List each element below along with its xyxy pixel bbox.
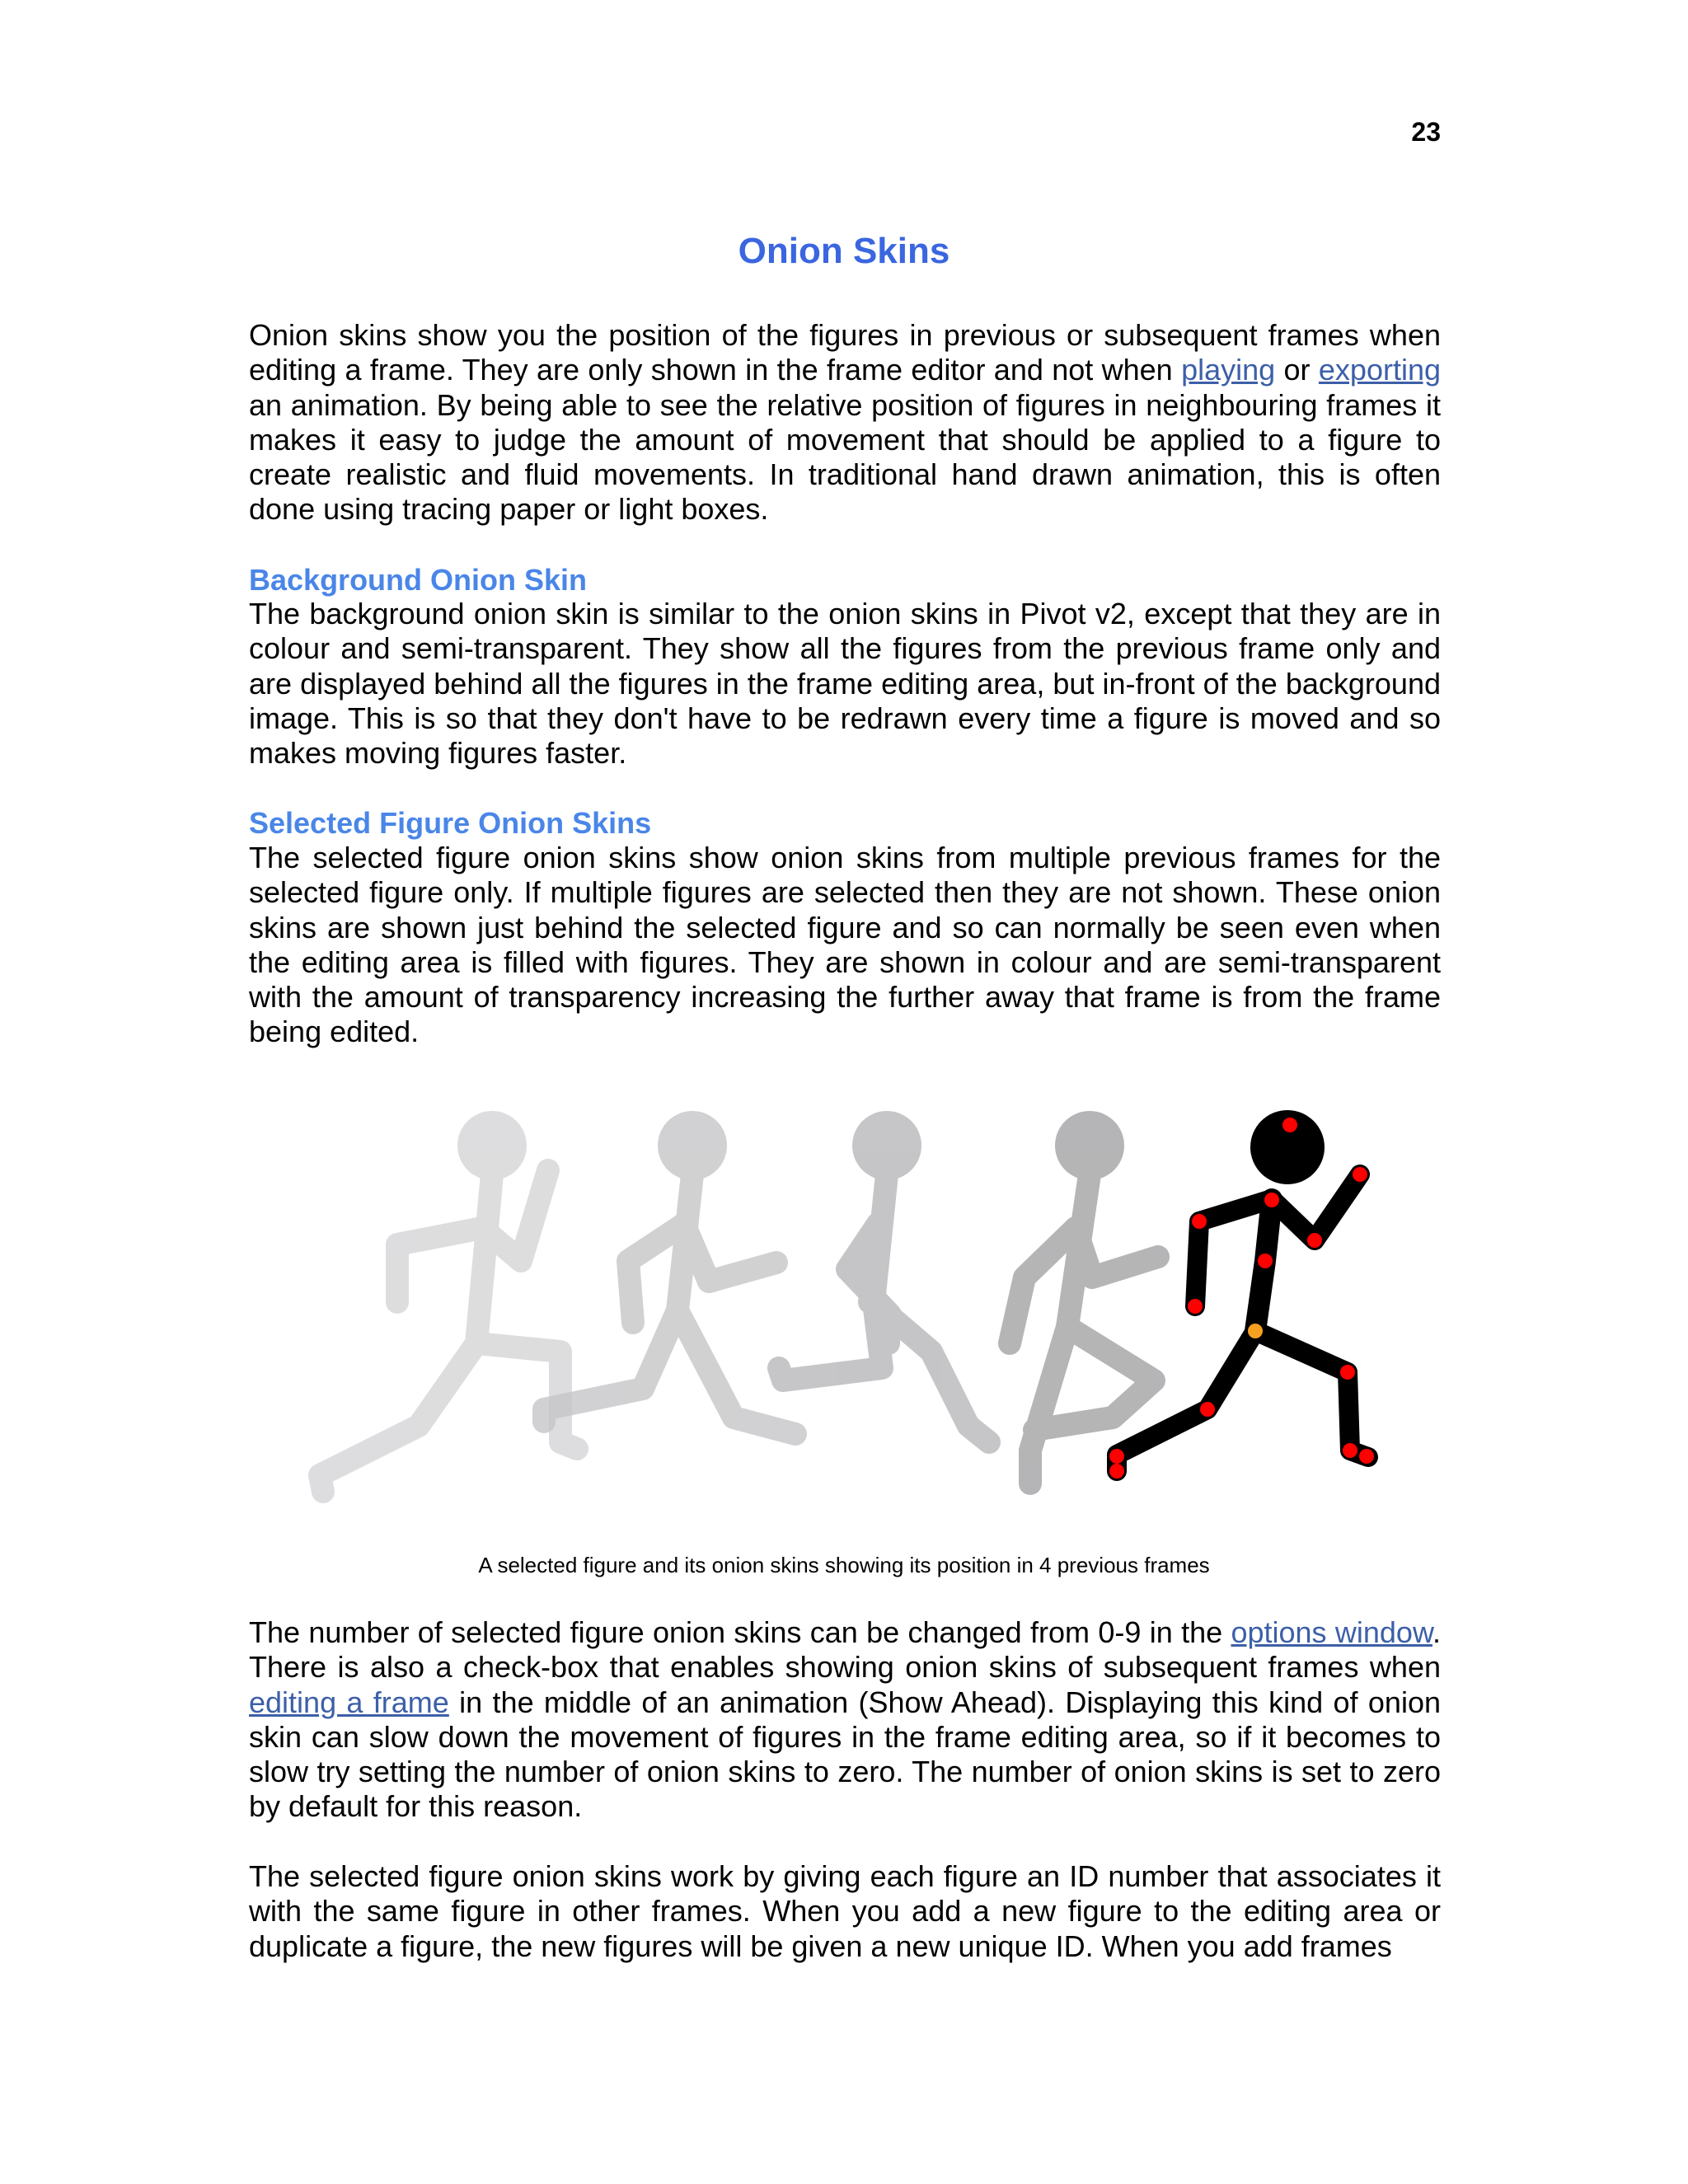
handle-right-hand [1353,1167,1367,1182]
handle-chest [1258,1254,1273,1268]
handle-left-foot-1 [1109,1449,1124,1464]
handle-right-elbow [1307,1233,1322,1248]
selected-stick-figure [1117,1110,1368,1471]
handle-left-hand [1188,1299,1203,1314]
background-onion-skin-heading: Background Onion Skin [249,563,588,597]
exporting-link[interactable]: exporting [1318,353,1442,387]
selected-figure-onion-skins-heading: Selected Figure Onion Skins [249,806,652,840]
onion-skin-illustration [297,1096,1401,1541]
intro-text-1: Onion skins show you the position of the figures in previous or subsequent frames when editing a frame. They are only shown in the frame editor and not when [249,318,1441,387]
onion-skin-frame-2 [544,1111,795,1434]
page-title: Onion Skins [738,231,950,271]
handle-right-foot-2 [1359,1449,1374,1464]
handle-pivot-hip [1248,1324,1263,1338]
handle-right-knee [1340,1365,1355,1380]
onion-skin-frame-1 [320,1111,577,1492]
selected-figure-onion-skins-paragraph: The selected figure onion skins show onion skins from multiple previous frames for the selected figure only. If multiple figures are selected then they are not shown. These onion skins are shown just behind the selected figure and so can normally be seen even when the editing area is filled with figures. They are shown in colour and are semi-transparent with the amount of transparency increasing the further away that frame is from the frame being edited. [249,841,1441,1049]
onion-skin-figures-svg [297,1096,1401,1541]
options-window-link[interactable]: options window [1231,1615,1432,1649]
handle-head [1282,1118,1297,1132]
intro-paragraph [249,318,1441,527]
onion-skin-frame-3 [779,1111,989,1442]
playing-link[interactable]: playing [1181,353,1276,387]
count-text-2: . There is also a check-box that enables showing onion skins of subsequent frames when [249,1615,1441,1685]
background-onion-skin-paragraph: The background onion skin is similar to the onion skins in Pivot v2, except that they are in colour and semi-transparent. They show all the figures from the previous frame only and are displayed behind all the figures in the frame editing area, but in-front of the background image. This is so that they don't have to be redrawn every time a figure is moved and so makes moving figures faster. [249,597,1441,771]
handle-left-elbow [1192,1214,1207,1229]
handle-neck [1264,1193,1279,1207]
handle-left-foot-2 [1109,1464,1124,1479]
joint-handles [1109,1118,1374,1479]
count-text-3: in the middle of an animation (Show Ahead). Displaying this kind of onion skin can slow down the movement of figures in the frame editing area, so if it becomes to slow try setting the number of onion skins to zero. The number of onion skins is set to zero by default for this reason. [249,1685,1441,1824]
intro-text-2: or [1275,353,1319,387]
handle-right-foot-1 [1343,1443,1357,1458]
onion-skin-frame-4 [1010,1111,1158,1483]
onion-skin-count-paragraph [249,1615,1441,1825]
figure-id-paragraph: The selected figure onion skins work by giving each figure an ID number that associates it with the same figure in other frames. When you add a new figure to the editing area or duplicate a figure, the new figures will be given a new unique ID. When you add frames [249,1859,1441,1963]
page-number: 23 [1411,117,1441,147]
handle-left-knee [1200,1402,1215,1417]
figure-caption: A selected figure and its onion skins showing its position in 4 previous frames [478,1553,1210,1577]
count-text-1: The number of selected figure onion skins can be changed from 0-9 in the [249,1615,1231,1649]
editing-a-frame-link[interactable]: editing a frame [249,1685,449,1719]
intro-text-3: an animation. By being able to see the relative position of figures in neighbouring frames it makes it easy to judge the amount of movement that should be applied to a figure to create realistic and fluid movements. In traditional hand drawn animation, this is often done using tracing paper or light boxes. [249,387,1441,527]
